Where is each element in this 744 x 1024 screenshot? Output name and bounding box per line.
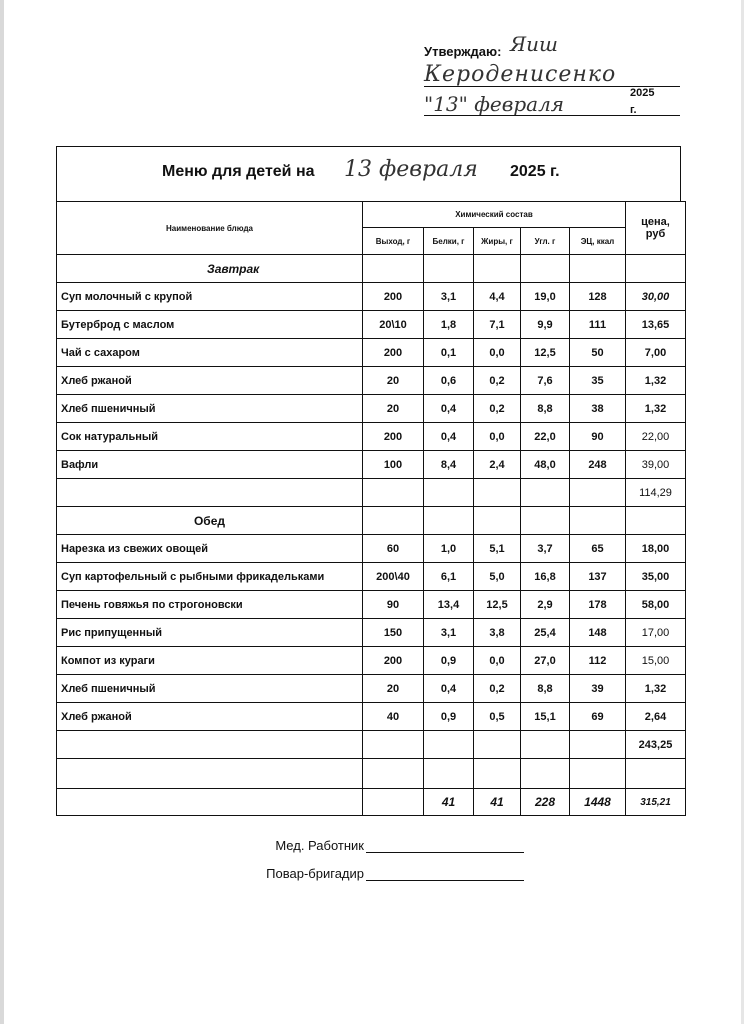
table-row bbox=[57, 703, 686, 731]
dish-output: 150 bbox=[363, 619, 424, 647]
dish-output: 200 bbox=[363, 283, 424, 311]
dish-fat: 3,8 bbox=[474, 619, 521, 647]
dish-energy: 65 bbox=[570, 535, 626, 563]
dish-protein: 6,1 bbox=[424, 563, 474, 591]
breakfast-section bbox=[57, 255, 686, 507]
dish-output: 20 bbox=[363, 675, 424, 703]
table-cell-empty bbox=[474, 255, 521, 283]
dish-energy: 50 bbox=[570, 339, 626, 367]
table-row bbox=[57, 283, 686, 311]
dish-protein: 1,8 bbox=[424, 311, 474, 339]
dish-price: 1,32 bbox=[626, 395, 686, 423]
dish-price: 39,00 bbox=[626, 451, 686, 479]
dish-carbs: 27,0 bbox=[521, 647, 570, 675]
header-energy: ЭЦ, ккал bbox=[570, 228, 626, 255]
dish-name: Рис припущенный bbox=[57, 619, 363, 647]
approval-year-suffix: г. bbox=[630, 104, 637, 116]
subtotal-price: 114,29 bbox=[626, 479, 686, 507]
approval-signature-name: Кероденисенко bbox=[424, 62, 617, 87]
section-title: Обед bbox=[57, 507, 363, 535]
dish-name: Хлеб ржаной bbox=[57, 703, 363, 731]
dish-price: 1,32 bbox=[626, 367, 686, 395]
dish-carbs: 7,6 bbox=[521, 367, 570, 395]
dish-protein: 3,1 bbox=[424, 619, 474, 647]
dish-carbs: 8,8 bbox=[521, 395, 570, 423]
dish-output: 200 bbox=[363, 647, 424, 675]
lunch-section bbox=[57, 507, 686, 759]
dish-price: 17,00 bbox=[626, 619, 686, 647]
table-cell-empty bbox=[57, 479, 363, 507]
approval-line bbox=[424, 115, 680, 116]
dish-carbs: 2,9 bbox=[521, 591, 570, 619]
dish-carbs: 15,1 bbox=[521, 703, 570, 731]
table-cell-empty bbox=[626, 255, 686, 283]
dish-protein: 8,4 bbox=[424, 451, 474, 479]
dish-fat: 0,5 bbox=[474, 703, 521, 731]
subtotal-row bbox=[57, 731, 686, 759]
table-cell-empty bbox=[57, 731, 363, 759]
dish-energy: 35 bbox=[570, 367, 626, 395]
total-protein: 41 bbox=[424, 789, 474, 816]
dish-energy: 90 bbox=[570, 423, 626, 451]
table-row bbox=[57, 647, 686, 675]
dish-price: 58,00 bbox=[626, 591, 686, 619]
section-title: Завтрак bbox=[57, 255, 363, 283]
dish-output: 20 bbox=[363, 367, 424, 395]
section-title-row bbox=[57, 255, 686, 283]
dish-fat: 0,0 bbox=[474, 647, 521, 675]
total-price: 315,21 bbox=[626, 789, 686, 816]
dish-fat: 7,1 bbox=[474, 311, 521, 339]
subtotal-price: 243,25 bbox=[626, 731, 686, 759]
total-energy: 1448 bbox=[570, 789, 626, 816]
cook-label: Повар-бригадир bbox=[266, 866, 364, 881]
approval-year: 2025 bbox=[630, 87, 655, 99]
dish-output: 60 bbox=[363, 535, 424, 563]
dish-protein: 0,9 bbox=[424, 647, 474, 675]
title-date-handwritten: 13 февраля bbox=[344, 157, 478, 182]
table-cell-empty bbox=[363, 255, 424, 283]
table-row bbox=[57, 591, 686, 619]
dish-protein: 1,0 bbox=[424, 535, 474, 563]
dish-fat: 2,4 bbox=[474, 451, 521, 479]
table-row bbox=[57, 367, 686, 395]
dish-energy: 111 bbox=[570, 311, 626, 339]
dish-name: Хлеб ржаной bbox=[57, 367, 363, 395]
dish-price: 15,00 bbox=[626, 647, 686, 675]
section-title-row bbox=[57, 507, 686, 535]
table-row bbox=[57, 535, 686, 563]
med-worker-signature-line bbox=[366, 852, 524, 853]
table-row bbox=[57, 563, 686, 591]
dish-output: 90 bbox=[363, 591, 424, 619]
dish-price: 7,00 bbox=[626, 339, 686, 367]
dish-fat: 0,0 bbox=[474, 339, 521, 367]
dish-protein: 0,1 bbox=[424, 339, 474, 367]
total-carbs: 228 bbox=[521, 789, 570, 816]
table-cell-empty bbox=[570, 255, 626, 283]
header-dish-name: Наименование блюда bbox=[57, 202, 363, 255]
title-year: 2025 г. bbox=[510, 163, 560, 180]
header-output: Выход, г bbox=[363, 228, 424, 255]
approval-date: "13" февраля bbox=[424, 92, 565, 116]
approval-label: Утверждаю: bbox=[424, 44, 502, 59]
header-chem-group: Химический состав bbox=[363, 202, 626, 228]
header-price-line2: руб bbox=[645, 228, 666, 240]
subtotal-row bbox=[57, 479, 686, 507]
dish-output: 20 bbox=[363, 395, 424, 423]
table-cell-empty bbox=[626, 507, 686, 535]
dish-protein: 0,4 bbox=[424, 675, 474, 703]
dish-carbs: 3,7 bbox=[521, 535, 570, 563]
dish-fat: 0,2 bbox=[474, 675, 521, 703]
dish-fat: 12,5 bbox=[474, 591, 521, 619]
table-row bbox=[57, 619, 686, 647]
dish-protein: 0,6 bbox=[424, 367, 474, 395]
dish-energy: 128 bbox=[570, 283, 626, 311]
dish-output: 40 bbox=[363, 703, 424, 731]
dish-energy: 39 bbox=[570, 675, 626, 703]
dish-name: Вафли bbox=[57, 451, 363, 479]
dish-name: Суп молочный с крупой bbox=[57, 283, 363, 311]
dish-name: Компот из кураги bbox=[57, 647, 363, 675]
dish-energy: 69 bbox=[570, 703, 626, 731]
dish-name: Бутерброд с маслом bbox=[57, 311, 363, 339]
dish-carbs: 25,4 bbox=[521, 619, 570, 647]
table-cell-empty bbox=[570, 731, 626, 759]
dish-price: 35,00 bbox=[626, 563, 686, 591]
dish-name: Хлеб пшеничный bbox=[57, 675, 363, 703]
dish-protein: 3,1 bbox=[424, 283, 474, 311]
table-row bbox=[57, 311, 686, 339]
dish-output: 200\40 bbox=[363, 563, 424, 591]
dish-energy: 112 bbox=[570, 647, 626, 675]
dish-energy: 178 bbox=[570, 591, 626, 619]
table-cell-empty bbox=[521, 731, 570, 759]
dish-name: Хлеб пшеничный bbox=[57, 395, 363, 423]
table-row bbox=[57, 675, 686, 703]
dish-price: 22,00 bbox=[626, 423, 686, 451]
table-cell-empty bbox=[424, 255, 474, 283]
dish-protein: 13,4 bbox=[424, 591, 474, 619]
table-cell-empty bbox=[424, 507, 474, 535]
dish-fat: 4,4 bbox=[474, 283, 521, 311]
header-carbs: Угл. г bbox=[521, 228, 570, 255]
med-worker-label: Мед. Работник bbox=[275, 838, 364, 853]
dish-protein: 0,9 bbox=[424, 703, 474, 731]
table-row-empty bbox=[57, 759, 686, 789]
dish-energy: 248 bbox=[570, 451, 626, 479]
table-cell-empty bbox=[474, 731, 521, 759]
dish-energy: 137 bbox=[570, 563, 626, 591]
table-cell-empty bbox=[424, 731, 474, 759]
totals-row bbox=[57, 789, 686, 816]
dish-energy: 38 bbox=[570, 395, 626, 423]
dish-carbs: 9,9 bbox=[521, 311, 570, 339]
dish-output: 200 bbox=[363, 423, 424, 451]
dish-fat: 5,1 bbox=[474, 535, 521, 563]
dish-fat: 0,2 bbox=[474, 367, 521, 395]
dish-fat: 0,0 bbox=[474, 423, 521, 451]
dish-name: Печень говяжья по строгоновски bbox=[57, 591, 363, 619]
table-row bbox=[57, 395, 686, 423]
approval-signature: Яиш bbox=[510, 32, 558, 56]
dish-carbs: 12,5 bbox=[521, 339, 570, 367]
dish-fat: 5,0 bbox=[474, 563, 521, 591]
table-cell-empty bbox=[521, 479, 570, 507]
dish-carbs: 8,8 bbox=[521, 675, 570, 703]
header-price bbox=[626, 202, 686, 255]
dish-name: Нарезка из свежих овощей bbox=[57, 535, 363, 563]
dish-price: 30,00 bbox=[626, 283, 686, 311]
dish-name: Суп картофельный с рыбными фрикадельками bbox=[57, 563, 363, 591]
dish-protein: 0,4 bbox=[424, 395, 474, 423]
page-title: Меню для детей на bbox=[162, 163, 315, 180]
dish-energy: 148 bbox=[570, 619, 626, 647]
dish-output: 100 bbox=[363, 451, 424, 479]
menu-table bbox=[56, 201, 686, 816]
total-fat: 41 bbox=[474, 789, 521, 816]
dish-carbs: 16,8 bbox=[521, 563, 570, 591]
dish-protein: 0,4 bbox=[424, 423, 474, 451]
dish-carbs: 22,0 bbox=[521, 423, 570, 451]
table-cell-empty bbox=[424, 479, 474, 507]
dish-fat: 0,2 bbox=[474, 395, 521, 423]
dish-carbs: 48,0 bbox=[521, 451, 570, 479]
dish-carbs: 19,0 bbox=[521, 283, 570, 311]
header-protein: Белки, г bbox=[424, 228, 474, 255]
table-cell-empty bbox=[474, 507, 521, 535]
table-row bbox=[57, 423, 686, 451]
table-row bbox=[57, 451, 686, 479]
header-fat: Жиры, г bbox=[474, 228, 521, 255]
dish-price: 13,65 bbox=[626, 311, 686, 339]
table-cell-empty bbox=[521, 507, 570, 535]
cook-signature-line bbox=[366, 880, 524, 881]
dish-output: 20\10 bbox=[363, 311, 424, 339]
table-cell-empty bbox=[363, 507, 424, 535]
dish-price: 1,32 bbox=[626, 675, 686, 703]
dish-name: Сок натуральный bbox=[57, 423, 363, 451]
header-price-line1: цена, bbox=[641, 216, 670, 228]
dish-name: Чай с сахаром bbox=[57, 339, 363, 367]
dish-output: 200 bbox=[363, 339, 424, 367]
dish-price: 18,00 bbox=[626, 535, 686, 563]
table-row bbox=[57, 339, 686, 367]
scan-edge-left bbox=[0, 0, 4, 1024]
table-cell-empty bbox=[474, 479, 521, 507]
dish-price: 2,64 bbox=[626, 703, 686, 731]
table-cell-empty bbox=[570, 507, 626, 535]
table-cell-empty bbox=[570, 479, 626, 507]
table-cell-empty bbox=[363, 731, 424, 759]
table-cell-empty bbox=[363, 479, 424, 507]
table-cell-empty bbox=[521, 255, 570, 283]
